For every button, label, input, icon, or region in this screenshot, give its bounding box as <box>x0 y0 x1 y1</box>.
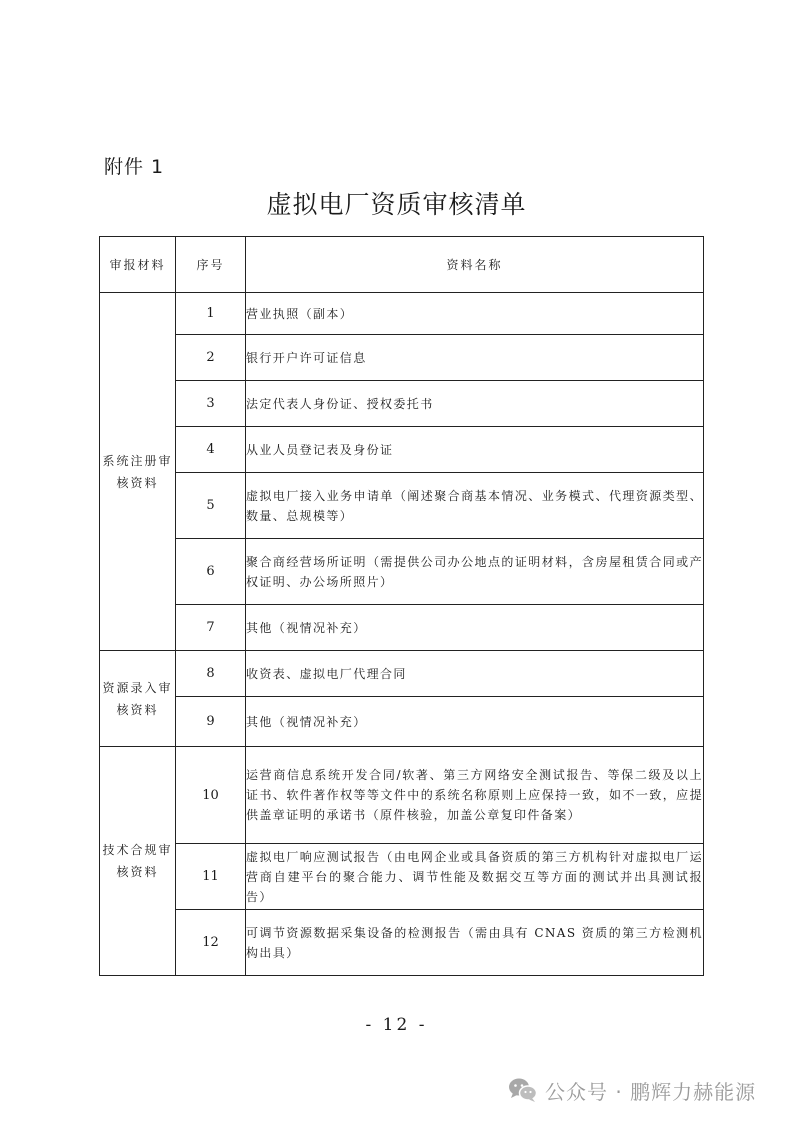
table-row <box>100 844 704 910</box>
row-number: 9 <box>176 697 246 747</box>
table-row <box>100 427 704 473</box>
category-label: 技术合规审核资料 <box>102 843 173 879</box>
wechat-icon <box>508 1077 538 1103</box>
row-document-name: 其他（视情况补充） <box>246 697 704 747</box>
header-category: 审报材料 <box>100 237 176 293</box>
row-document-name: 从业人员登记表及身份证 <box>246 427 704 473</box>
row-number: 10 <box>176 747 246 844</box>
category-label: 资源录入审核资料 <box>102 680 173 717</box>
row-document-name: 收资表、虚拟电厂代理合同 <box>246 651 704 697</box>
category-label: 系统注册审核资料 <box>102 453 173 490</box>
category-cell <box>100 293 176 651</box>
page-number: - 12 - <box>365 1015 428 1035</box>
row-number: 2 <box>176 335 246 381</box>
row-number: 6 <box>176 539 246 605</box>
table-row <box>100 539 704 605</box>
row-number: 5 <box>176 473 246 539</box>
row-document-name: 可调节资源数据采集设备的检测报告（需由具有 CNAS 资质的第三方检测机构出具） <box>246 910 704 976</box>
category-cell <box>100 651 176 747</box>
row-number: 3 <box>176 381 246 427</box>
row-document-name: 法定代表人身份证、授权委托书 <box>246 381 704 427</box>
row-document-name: 虚拟电厂响应测试报告（由电网企业或具备资质的第三方机构针对虚拟电厂运营商自建平台的聚合能力、调节性能及数据交互等方面的测试并出具测试报告） <box>246 844 704 910</box>
table-row <box>100 335 704 381</box>
row-document-name: 营业执照（副本） <box>246 293 704 335</box>
table-header-row <box>100 237 704 293</box>
row-document-name: 聚合商经营场所证明（需提供公司办公地点的证明材料，含房屋租赁合同或产权证明、办公场所照片） <box>246 539 704 605</box>
document-title: 虚拟电厂资质审核清单 <box>266 190 527 219</box>
row-document-name: 银行开户许可证信息 <box>246 335 704 381</box>
watermark <box>508 1073 756 1107</box>
row-document-name: 其他（视情况补充） <box>246 605 704 651</box>
row-document-name: 虚拟电厂接入业务申请单（阐述聚合商基本情况、业务模式、代理资源类型、数量、总规模等） <box>246 473 704 539</box>
table-row <box>100 910 704 976</box>
row-number: 11 <box>176 844 246 910</box>
row-number: 4 <box>176 427 246 473</box>
table-row <box>100 473 704 539</box>
header-number: 序号 <box>176 237 246 293</box>
table-row <box>100 747 704 844</box>
attachment-label: 附件 1 <box>104 156 165 178</box>
row-number: 1 <box>176 293 246 335</box>
table-row <box>100 293 704 335</box>
row-number: 7 <box>176 605 246 651</box>
qualification-checklist-table <box>99 236 704 976</box>
category-cell <box>100 747 176 976</box>
row-number: 8 <box>176 651 246 697</box>
table-row <box>100 697 704 747</box>
table-row <box>100 605 704 651</box>
row-number: 12 <box>176 910 246 976</box>
table-row <box>100 381 704 427</box>
table-row <box>100 651 704 697</box>
header-name: 资料名称 <box>246 237 704 293</box>
row-document-name: 运营商信息系统开发合同/软著、第三方网络安全测试报告、等保二级及以上证书、软件著作权等等文件中的系统名称原则上应保持一致，如不一致，应提供盖章证明的承诺书（原件核验，加盖公章复印件备案） <box>246 747 704 844</box>
watermark-text: 公众号 · 鹏辉力赫能源 <box>545 1079 757 1104</box>
